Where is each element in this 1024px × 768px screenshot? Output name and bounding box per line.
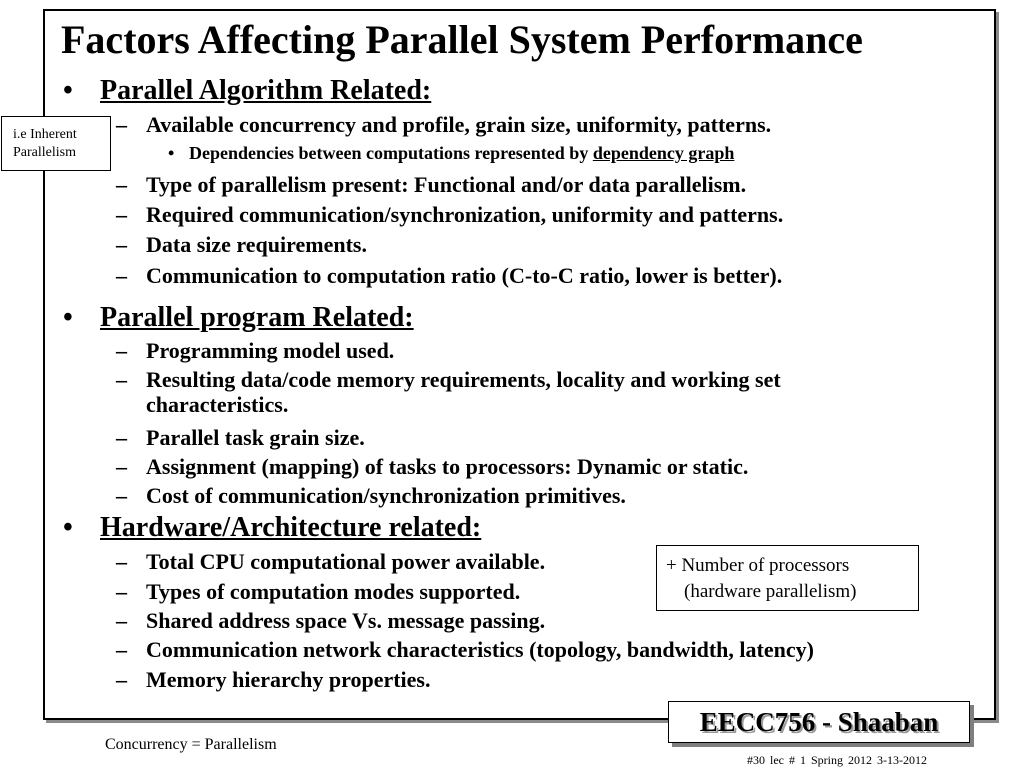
list-item bbox=[116, 637, 814, 662]
sub-item bbox=[168, 143, 734, 164]
bullet-icon: • bbox=[63, 75, 73, 106]
item-text: Parallel task grain size. bbox=[146, 425, 365, 450]
processors-note bbox=[656, 545, 919, 611]
list-item bbox=[116, 232, 367, 257]
list-item bbox=[116, 425, 365, 450]
dash-icon: – bbox=[116, 425, 127, 450]
item-text: Programming model used. bbox=[146, 338, 395, 363]
dash-icon: – bbox=[116, 549, 127, 574]
item-text: Data size requirements. bbox=[146, 232, 367, 257]
section-heading-text: Hardware/Architecture related: bbox=[100, 512, 482, 543]
dash-icon: – bbox=[116, 367, 127, 392]
course-brand-box bbox=[668, 701, 970, 743]
dash-icon: – bbox=[116, 608, 127, 633]
note-line: (hardware parallelism) bbox=[684, 580, 857, 602]
item-text: Available concurrency and profile, grain size, uniformity, patterns. bbox=[146, 112, 772, 137]
section-algorithm-heading bbox=[63, 76, 431, 107]
sub-item-text: Dependencies between computations represented by bbox=[189, 143, 593, 163]
dash-icon: – bbox=[116, 338, 127, 363]
item-text-continuation: characteristics. bbox=[146, 392, 289, 418]
footer-concurrency-note: Concurrency = Parallelism bbox=[105, 736, 277, 753]
list-item bbox=[116, 338, 394, 363]
dash-icon: – bbox=[116, 579, 127, 604]
item-text: Type of parallelism present: Functional and/or data parallelism. bbox=[146, 172, 747, 197]
dash-icon: – bbox=[116, 637, 127, 662]
course-brand-text: EECC756 - Shaaban bbox=[699, 706, 939, 737]
section-program-heading bbox=[63, 303, 414, 334]
item-text: Shared address space Vs. message passing. bbox=[146, 608, 546, 633]
note-line: Parallelism bbox=[13, 144, 76, 160]
list-item bbox=[116, 549, 545, 574]
footer-slide-info: #30 lec # 1 Spring 2012 3-13-2012 bbox=[747, 753, 927, 767]
item-text: Required communication/synchronization, uniformity and patterns. bbox=[146, 202, 784, 227]
item-text: Total CPU computational power available. bbox=[146, 549, 546, 574]
list-item bbox=[116, 483, 626, 508]
list-item bbox=[116, 172, 746, 197]
list-item bbox=[116, 667, 431, 692]
list-item bbox=[116, 454, 748, 479]
inherent-parallelism-note bbox=[1, 116, 111, 171]
section-hardware-heading bbox=[63, 513, 481, 544]
dependency-graph-term: dependency graph bbox=[592, 143, 735, 163]
dash-icon: – bbox=[116, 263, 127, 288]
bullet-icon: • bbox=[63, 512, 73, 543]
list-item bbox=[116, 112, 771, 137]
item-text: Communication network characteristics (topology, bandwidth, latency) bbox=[146, 637, 814, 662]
list-item bbox=[116, 202, 783, 227]
list-item bbox=[116, 579, 520, 604]
dash-icon: – bbox=[116, 454, 127, 479]
item-text: Types of computation modes supported. bbox=[146, 579, 521, 604]
list-item bbox=[116, 263, 782, 288]
dash-icon: – bbox=[116, 172, 127, 197]
dash-icon: – bbox=[116, 667, 127, 692]
dash-icon: – bbox=[116, 232, 127, 257]
section-heading-text: Parallel Algorithm Related: bbox=[100, 75, 432, 106]
dash-icon: – bbox=[116, 202, 127, 227]
note-line: + Number of processors bbox=[666, 555, 850, 576]
dash-icon: – bbox=[116, 112, 127, 137]
item-text: Communication to computation ratio (C-to-C ratio, lower is better). bbox=[146, 263, 783, 288]
sub-bullet-icon: • bbox=[168, 143, 175, 163]
bullet-icon: • bbox=[63, 302, 73, 333]
list-item bbox=[116, 608, 545, 633]
section-heading-text: Parallel program Related: bbox=[100, 302, 414, 333]
list-item bbox=[116, 367, 781, 418]
slide-title: Factors Affecting Parallel System Performance bbox=[61, 17, 863, 62]
item-text: Resulting data/code memory requirements, locality and working set bbox=[146, 367, 781, 392]
note-line: i.e Inherent bbox=[13, 127, 77, 142]
item-text: Cost of communication/synchronization primitives. bbox=[146, 483, 626, 508]
dash-icon: – bbox=[116, 483, 127, 508]
item-text: Memory hierarchy properties. bbox=[146, 667, 431, 692]
item-text: Assignment (mapping) of tasks to processors: Dynamic or static. bbox=[146, 454, 749, 479]
